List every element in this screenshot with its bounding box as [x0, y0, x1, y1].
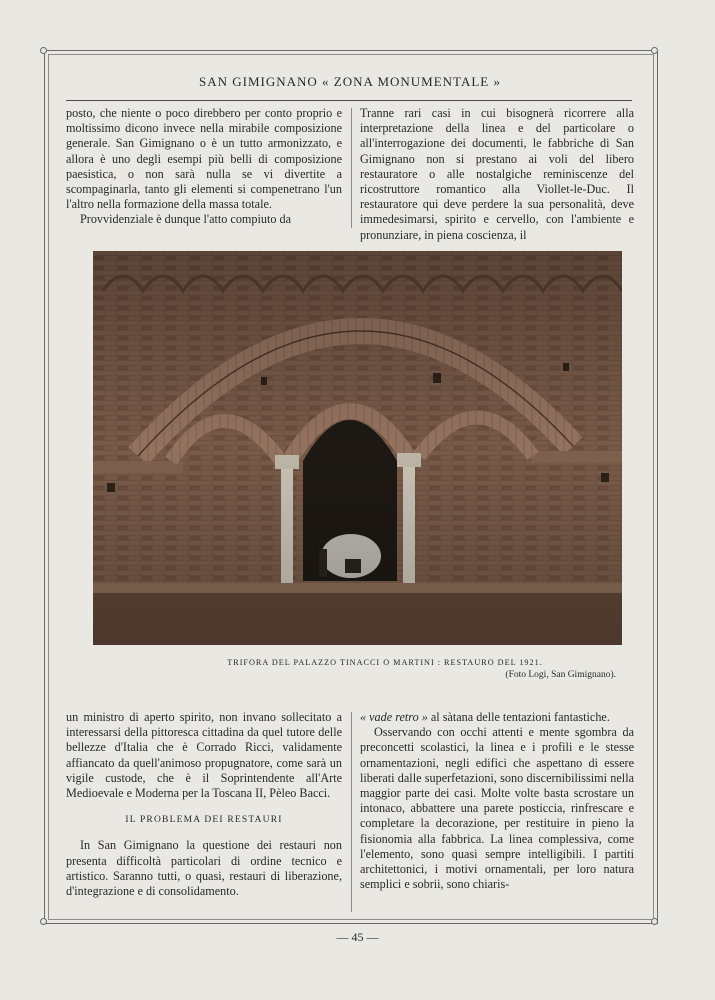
- paragraph: posto, che niente o poco direbbero per conto proprio e moltissimo dicono invece nella mirabile composizione generale. San Gimignano o è un tutto armonizzato, e allora è uno degli esempi più belli di composizione paesistica, o non sarà nulla se vi divertite a scompaginarla, tanto gli elementi si compenetrano l'un l'altro nella formazione della massa totale.: [66, 106, 342, 212]
- paragraph: un ministro di aperto spirito, non invano sollecitato a interessarsi della pittoresca cittadina da quel tutore delle bellezze d'Italia che è Corrado Ricci, validamente affiancato da quell'animoso propugnatore, come sarà un vigile custode, che è il Soprintendente all'Arte Medioevale e Moderna per la Toscana II, Pèleo Bacci.: [66, 710, 342, 801]
- paragraph: Tranne rari casi in cui bisognerà ricorrere alla interpretazione della linea e del particolare o all'interrogazione dei documenti, le fabbriche di San Gimignano non si prestano ai voli del libero restauratore o alle nostalgiche reminiscenze del ricostruttore romantico alla Viollet-le-Duc. Il restauratore qui deve perdere la sua personalità, deve immedesimarsi, spirito e cervello, con l'ambiente e pronunziare, in piena coscienza, il: [360, 106, 634, 242]
- column-divider: [351, 108, 352, 228]
- column-top-left: [66, 106, 342, 228]
- paragraph: In San Gimignano la questione dei restauri non presenta difficoltà particolari di ordine tecnico e artistico. Saranno tutti, o quasi, restauri di liberazione, d'integrazione e di consolidamento.: [66, 838, 342, 899]
- column-divider: [351, 712, 352, 912]
- paragraph: Provvidenziale è dunque l'atto compiuto da: [80, 212, 292, 227]
- frame-corner-ornament: [651, 918, 658, 925]
- header-rule: [66, 100, 632, 101]
- column-bottom-left: [66, 710, 342, 899]
- section-title: IL PROBLEMA DEI RESTAURI: [125, 815, 283, 826]
- paragraph: Osservando con occhi attenti e mente sgombra da preconcetti scolastici, la linea e i profili e le stesse ornamentazioni, negli edifici che aspettano di essere liberati dalle superfetazioni, sono discernibilissimi nella maggior parte dei casi. Molte volte basta scrostare un intonaco, abbattere una parete posticcia, rinfrescare e completare la decorazione, per restituire in pieno la fisionomia alla fabbrica. La linea complessiva, come l'elemento, sono quasi sempre intelligibili. I partiti architettonici, i motivi ornamentali, per loro natura semplici e sobrii, sono chiaris-: [360, 725, 634, 892]
- figure-caption: TRIFORA DEL PALAZZO TINACCI O MARTINI : RESTAURO DEL 1921.: [227, 658, 543, 667]
- photo-credit: (Foto Logi, San Gimignano).: [505, 670, 616, 680]
- frame-corner-ornament: [40, 47, 47, 54]
- trifora-illustration: [93, 251, 622, 645]
- latin-quote: « vade retro »: [360, 710, 428, 724]
- paragraph-opening: [360, 710, 634, 725]
- running-header: SAN GIMIGNANO « ZONA MONUMENTALE »: [199, 74, 501, 89]
- photo-shading: [93, 251, 622, 645]
- trifora-photograph: [93, 251, 622, 645]
- page-number: — 45 —: [336, 930, 379, 944]
- column-bottom-right: [360, 710, 634, 892]
- column-top-right: [360, 106, 634, 243]
- frame-corner-ornament: [651, 47, 658, 54]
- frame-corner-ornament: [40, 918, 47, 925]
- paragraph-opening-rest: al sàtana delle tentazioni fantastiche.: [427, 710, 610, 724]
